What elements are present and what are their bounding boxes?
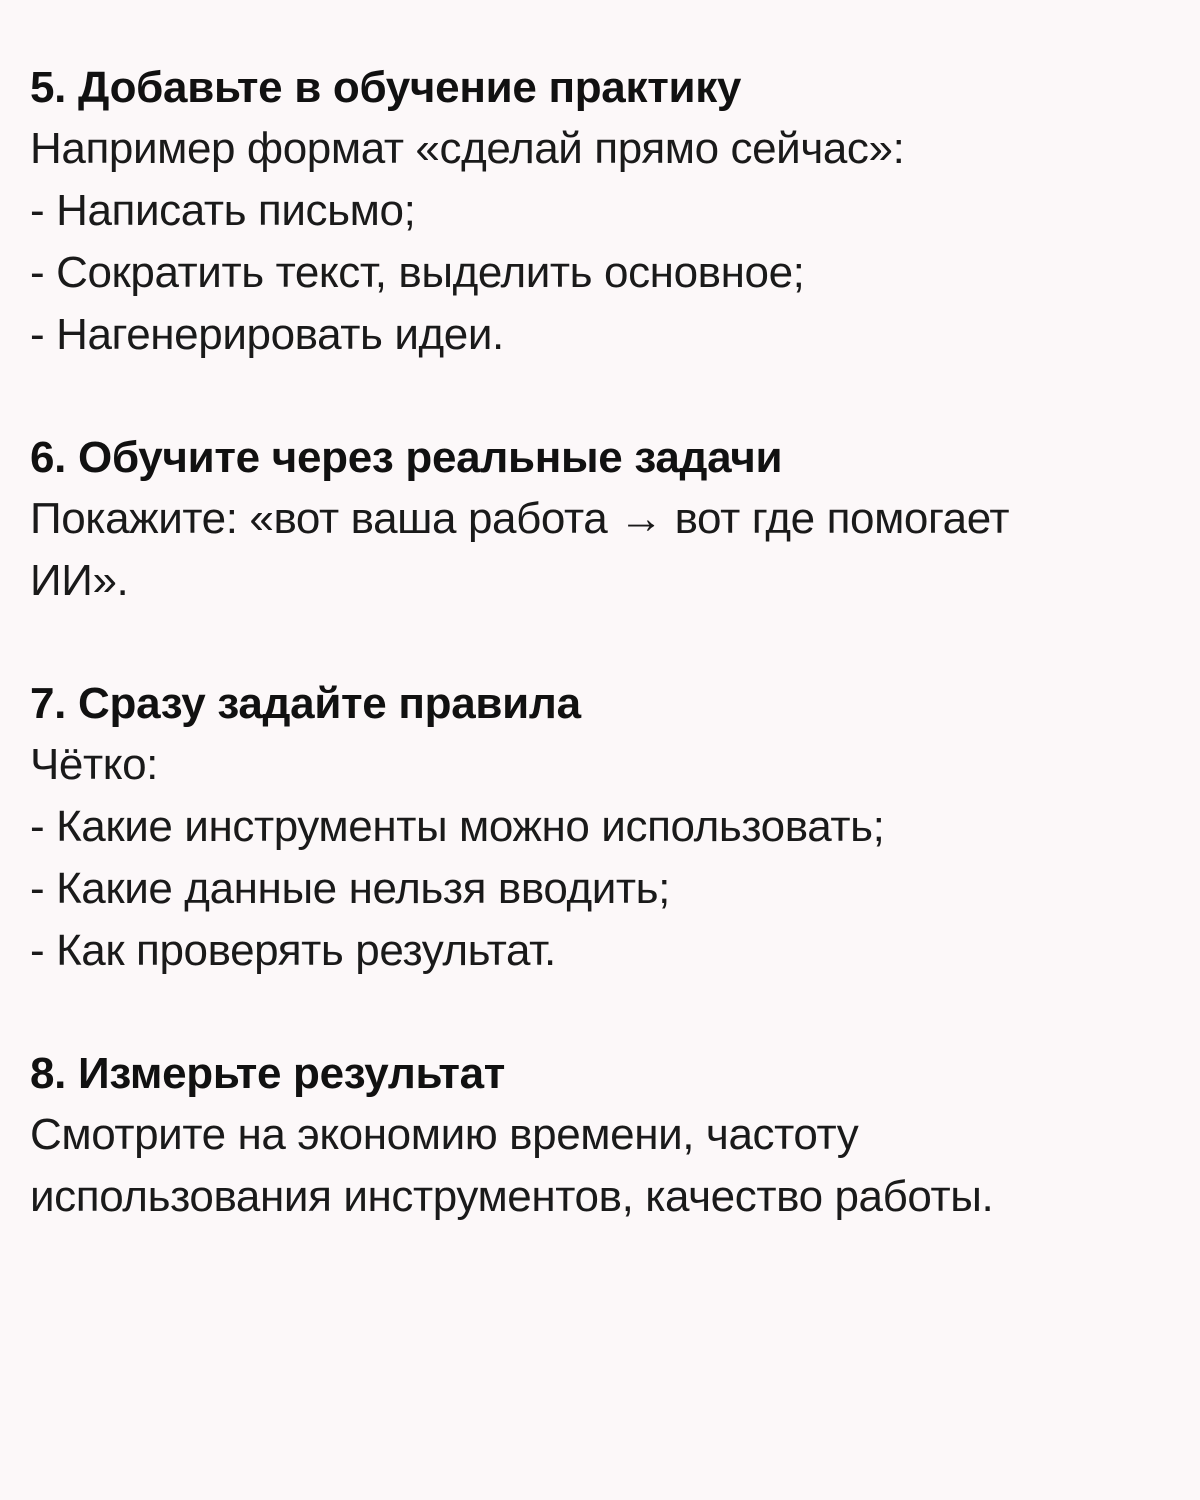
section-real-tasks [30,428,1160,612]
list-item: - Нагенерировать идеи. [30,310,504,359]
section-text-line: ИИ». [30,556,129,605]
section-heading: 6. Обучите через реальные задачи [30,433,783,482]
list-item: - Сократить текст, выделить основное; [30,248,805,297]
list-item: - Написать письмо; [30,186,416,235]
section-heading: 8. Измерьте результат [30,1049,506,1098]
section-rules [30,674,1160,982]
list-item: - Как проверять результат. [30,926,556,975]
section-practice [30,58,1160,366]
list-item: - Какие инструменты можно использовать; [30,802,885,851]
section-text-line: Чётко: [30,740,158,789]
section-heading: 7. Сразу задайте правила [30,679,581,728]
section-heading: 5. Добавьте в обучение практику [30,63,742,112]
list-item: - Какие данные нельзя вводить; [30,864,671,913]
section-text-line: Покажите: «вот ваша работа → вот где помогает [30,494,1010,543]
section-text-line: Смотрите на экономию времени, частоту [30,1110,859,1159]
section-text-line: Например формат «сделай прямо сейчас»: [30,124,905,173]
section-text-line: использования инструментов, качество работы. [30,1172,994,1221]
section-measure [30,1044,1160,1228]
